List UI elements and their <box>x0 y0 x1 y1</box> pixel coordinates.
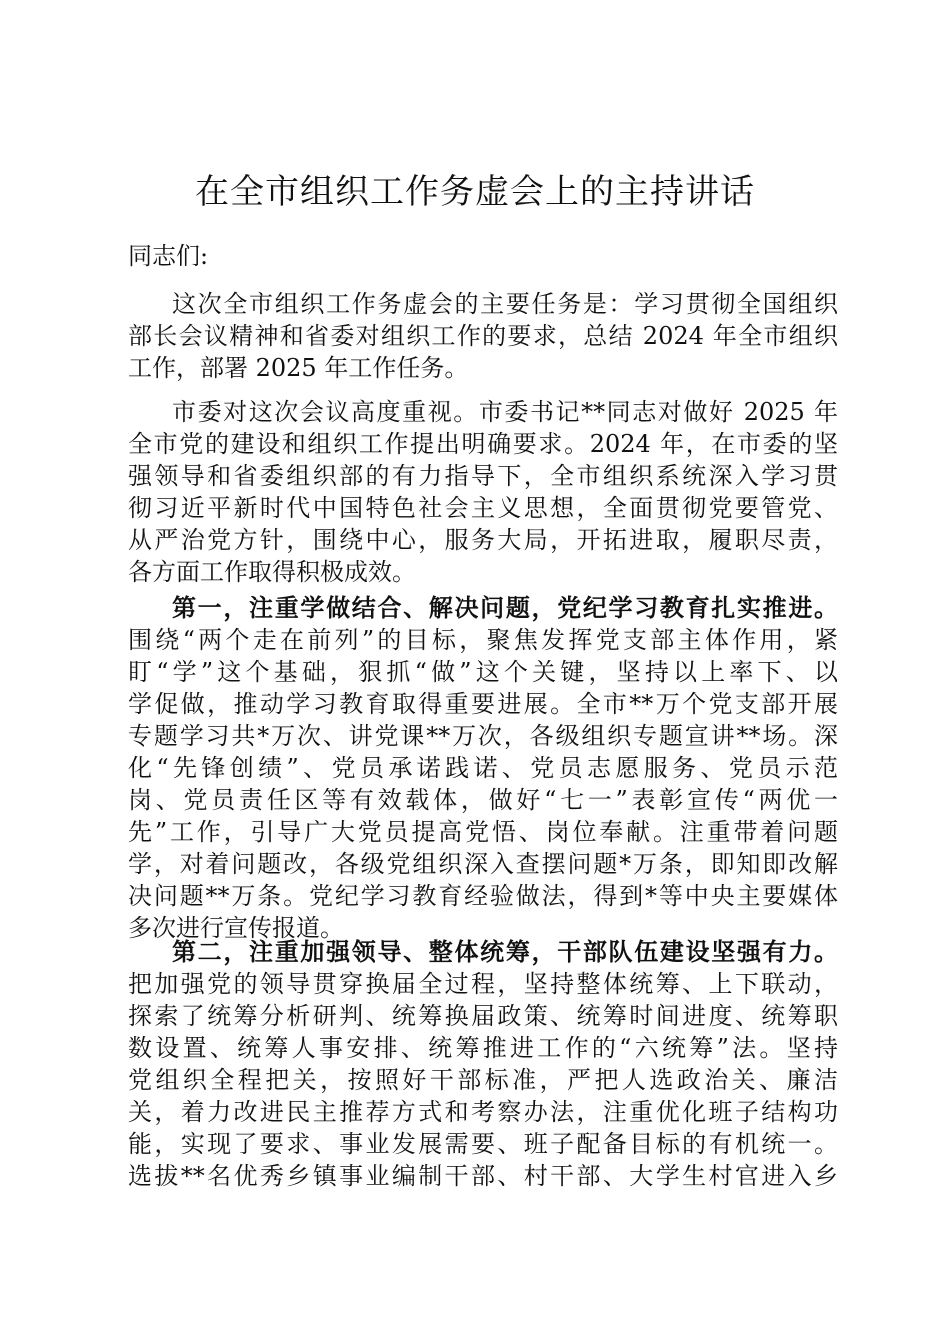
paragraph-line: 学促做，推动学习教育取得重要进展。全市**万个党支部开展 <box>128 690 838 718</box>
paragraph-line: 全市党的建设和组织工作提出明确要求。2024 年，在市委的坚 <box>128 430 838 458</box>
paragraph-line: 能，实现了要求、事业发展需要、班子配备目标的有机统一。 <box>128 1130 838 1158</box>
paragraph-line: 部长会议精神和省委对组织工作的要求，总结 2024 年全市组织 <box>128 322 838 350</box>
paragraph-line: 学，对着问题改，各级党组织深入查摆问题*万条，即知即改解 <box>128 850 838 878</box>
paragraph-line: 把加强党的领导贯穿换届全过程，坚持整体统筹、上下联动， <box>128 970 838 998</box>
paragraph-task <box>128 288 838 384</box>
paragraph-line: 彻习近平新时代中国特色社会主义思想，全面贯彻党要管党、 <box>128 494 838 522</box>
section-heading: 第一，注重学做结合、解决问题，党纪学习教育扎实推进。 <box>172 593 838 622</box>
salutation: 同志们: <box>128 242 209 270</box>
paragraph-line: 关，着力改进民主推荐方式和考察办法，注重优化班子结构功 <box>128 1098 838 1126</box>
paragraph-line: 专题学习共*万次、讲党课**万次，各级组织专题宣讲**场。深 <box>128 722 838 750</box>
paragraph-line: 从严治党方针，围绕中心，服务大局，开拓进取，履职尽责， <box>128 526 838 554</box>
paragraph-line: 盯“学”这个基础，狠抓“做”这个关键，坚持以上率下、以 <box>128 658 838 686</box>
paragraph-line: 围绕“两个走在前列”的目标，聚焦发挥党支部主体作用，紧 <box>128 626 838 654</box>
paragraph-line: 多次进行宣传报道。 <box>128 914 344 942</box>
document-title: 在全市组织工作务虚会上的主持讲话 <box>195 172 755 212</box>
paragraph-overview <box>128 396 838 588</box>
paragraph-line: 选拔**名优秀乡镇事业编制干部、村干部、大学生村官进入乡 <box>128 1162 838 1190</box>
paragraph-line: 这次全市组织工作务虚会的主要任务是：学习贯彻全国组织 <box>172 290 838 318</box>
paragraph-line: 探索了统筹分析研判、统筹换届政策、统筹时间进度、统筹职 <box>128 1002 838 1030</box>
paragraph-first-point <box>128 592 838 944</box>
section-heading: 第二，注重加强领导、整体统筹，干部队伍建设坚强有力。 <box>172 937 838 966</box>
paragraph-line: 党组织全程把关，按照好干部标准，严把人选政治关、廉洁 <box>128 1066 838 1094</box>
paragraph-line: 工作，部署 2025 年工作任务。 <box>128 354 469 382</box>
paragraph-line: 化“先锋创绩”、党员承诺践诺、党员志愿服务、党员示范 <box>128 754 838 782</box>
paragraph-line: 各方面工作取得积极成效。 <box>128 558 416 586</box>
paragraph-line: 数设置、统筹人事安排、统筹推进工作的“六统筹”法。坚持 <box>128 1034 838 1062</box>
paragraph-second-point <box>128 936 838 1192</box>
paragraph-line: 岗、党员责任区等有效载体，做好“七一”表彰宣传“两优一 <box>128 786 838 814</box>
paragraph-line: 强领导和省委组织部的有力指导下，全市组织系统深入学习贯 <box>128 462 838 490</box>
paragraph-line: 先”工作，引导广大党员提高党悟、岗位奉献。注重带着问题 <box>128 818 838 846</box>
paragraph-line: 市委对这次会议高度重视。市委书记**同志对做好 2025 年 <box>172 398 838 426</box>
paragraph-line: 决问题**万条。党纪学习教育经验做法，得到*等中央主要媒体 <box>128 882 838 910</box>
